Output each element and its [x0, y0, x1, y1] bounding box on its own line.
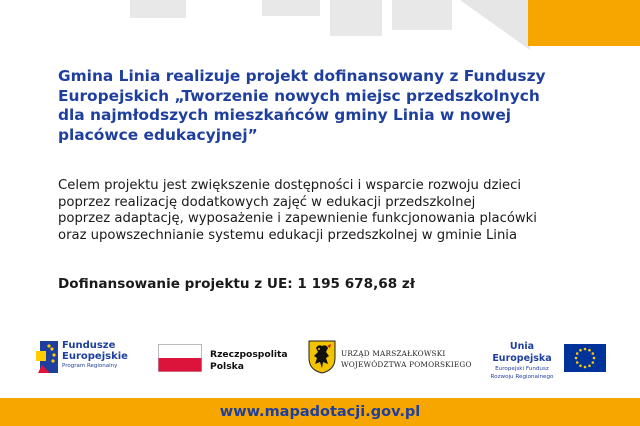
- urzad-line1: URZĄD MARSZAŁKOWSKI: [341, 349, 446, 358]
- footer-url-link[interactable]: www.mapadotacji.gov.pl: [219, 404, 421, 420]
- decor-grey-block-4: [392, 0, 452, 30]
- heading-line: placówce edukacyjnej”: [58, 125, 258, 144]
- unia-title: Unia Europejska: [492, 341, 552, 364]
- rzeczpospolita-logo-text: [210, 349, 288, 372]
- urzad-line2: WOJEWÓDZTWA POMORSKIEGO: [341, 360, 472, 369]
- fundusze-europejskie-icon: [34, 337, 60, 377]
- heading-line: Europejskich „Tworzenie nowych miejsc przedszkolnych: [58, 86, 540, 105]
- pomorskie-coat-of-arms-icon: [308, 340, 336, 374]
- description-line: oraz upowszechnianie systemu edukacji przedszkolnej w gminie Linia: [58, 227, 518, 243]
- fundusze-line3: Program Regionalny: [62, 363, 118, 369]
- urzad-logo-text: [341, 348, 472, 370]
- decor-grey-block-1: [130, 0, 186, 18]
- project-heading: [58, 67, 598, 145]
- decor-orange-block: [528, 0, 640, 46]
- decor-grey-triangle: [460, 0, 530, 50]
- unia-sub1: Europejski Fundusz: [495, 366, 549, 372]
- description-line: poprzez adaptację, wyposażenie i zapewnienie funkcjonowania placówki: [58, 211, 537, 227]
- unia-europejska-logo-text: [484, 341, 560, 381]
- description-line: Celem projektu jest zwiększenie dostępności i wsparcie rozwoju dzieci: [58, 178, 522, 193]
- rzeczpospolita-line1: Rzeczpospolita: [210, 349, 288, 360]
- heading-line: Gmina Linia realizuje projekt dofinansowany z Funduszy: [58, 67, 546, 85]
- fundusze-line2: Europejskie: [62, 351, 128, 362]
- heading-line: dla najmłodszych mieszkańców gminy Linia w nowej: [58, 106, 512, 124]
- fundusze-logo-text: [62, 340, 128, 371]
- polish-flag-icon: [158, 344, 202, 372]
- project-description: [58, 178, 618, 244]
- description-line: poprzez realizację dodatkowych zajęć w edukacji przedszkolnej: [58, 194, 476, 210]
- funding-amount: Dofinansowanie projektu z UE: 1 195 678,68 zł: [58, 276, 415, 292]
- rzeczpospolita-line2: Polska: [210, 360, 244, 372]
- fundusze-line1: Fundusze: [62, 340, 116, 351]
- eu-flag-icon: [564, 344, 606, 372]
- decor-grey-block-2: [262, 0, 320, 16]
- unia-sub2: Rozwoju Regionalnego: [490, 374, 554, 380]
- decor-grey-block-3: [330, 0, 382, 36]
